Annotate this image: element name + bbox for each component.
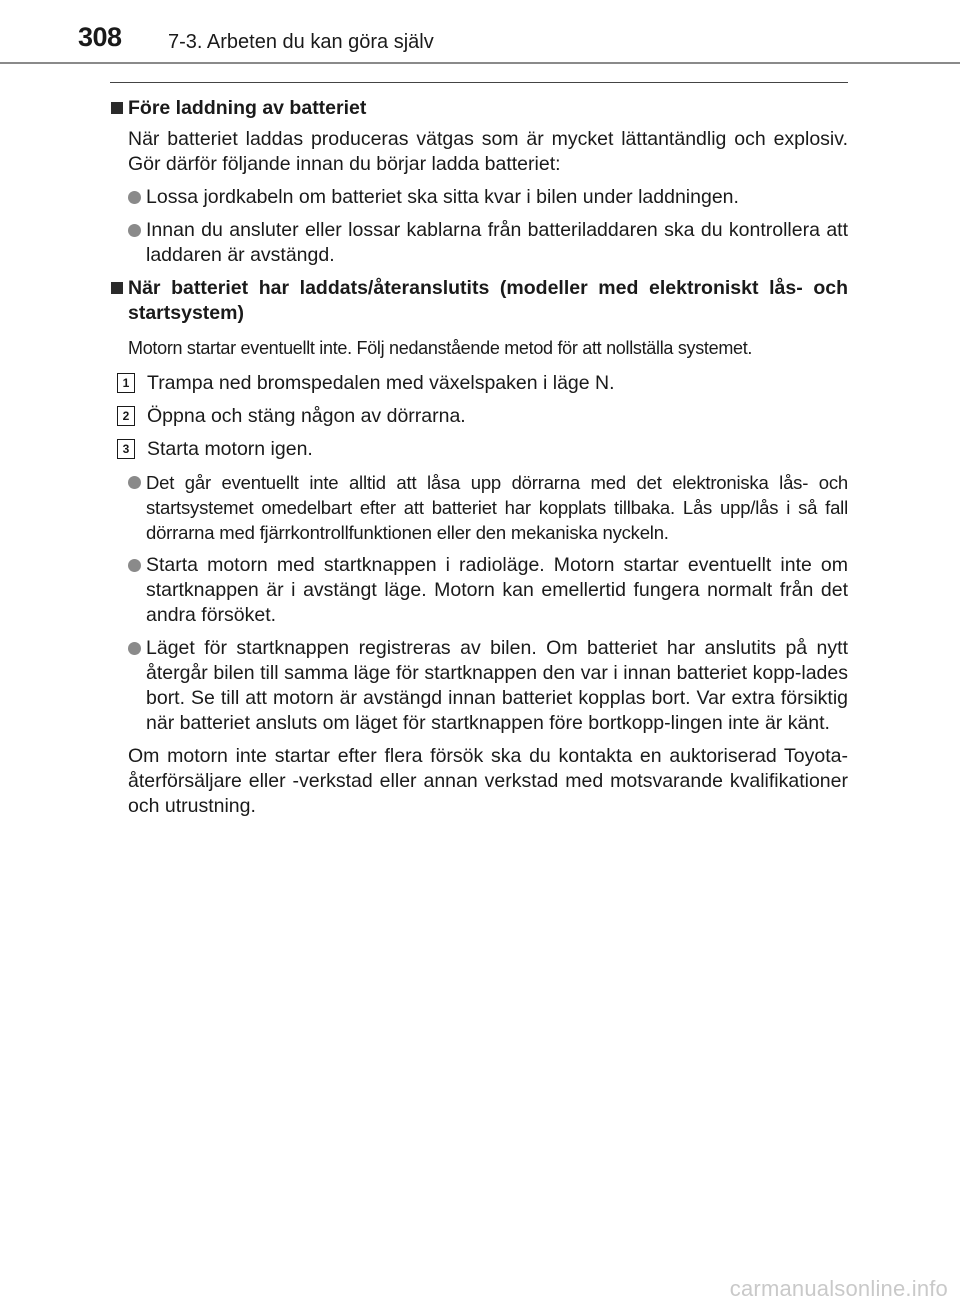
section-heading-after-reconnect: [110, 276, 848, 326]
content-divider: [110, 82, 848, 83]
circle-bullet-icon: [128, 559, 141, 572]
watermark: carmanualsonline.info: [729, 1276, 948, 1301]
circle-bullet-icon: [128, 224, 141, 237]
section-title: 7-3. Arbeten du kan göra själv: [168, 31, 434, 53]
bullet-text: Starta motorn med startknappen i radioläge. Motorn startar eventuellt inte om startknappen är i avstängt läge. Motorn kan emellertid fungera normalt från det andra försöket.: [146, 554, 848, 626]
section-heading-before-charging: [110, 96, 848, 121]
step-text: Trampa ned bromspedalen med växelspaken i läge N.: [147, 372, 615, 394]
bullet-text: Lossa jordkabeln om batteriet ska sitta kvar i bilen under laddningen.: [146, 186, 739, 208]
step-item: [110, 371, 848, 396]
step-item: [110, 437, 848, 462]
bullet-text: Läget för startknappen registreras av bilen. Om batteriet har anslutits på nytt återgår bilen till samma läge för startknappen den var i innan batteriet kopp-lades bort. Se till att motorn är avstängd innan batteriet kopplas bort. Var extra försiktig när batteriet ansluts om läget för startknappen före bortkopp-lingen inte är känt.: [146, 637, 848, 734]
bullet-text: Innan du ansluter eller lossar kablarna från batteriladdaren ska du kontrollera att laddaren är avstängd.: [146, 219, 848, 266]
intro-paragraph: Motorn startar eventuellt inte. Följ nedanstående metod för att nollställa systemet.: [128, 338, 753, 358]
step-item: [110, 404, 848, 429]
list-item: [110, 553, 848, 628]
intro-paragraph: När batteriet laddas produceras vätgas som är mycket lättantändlig och explosiv. Gör därför följande innan du börjar ladda batteriet:: [128, 128, 848, 175]
page-content: [110, 92, 848, 819]
list-item: [110, 636, 848, 736]
step-text: Öppna och stäng någon av dörrarna.: [147, 405, 466, 427]
square-bullet-icon: [111, 102, 123, 114]
square-bullet-icon: [111, 282, 123, 294]
header-divider: [0, 62, 960, 64]
list-item: [110, 470, 848, 545]
step-text: Starta motorn igen.: [147, 438, 313, 460]
step-number-badge: 3: [117, 439, 135, 459]
bullet-text: Det går eventuellt inte alltid att låsa upp dörrarna med det elektroniska lås- och startsystemet omedelbart efter att batteriet har kopplats tillbaka. Lås upp/lås i så fall dörrarna med fjärrkontrollfunktionen eller den mekaniska nyckeln.: [146, 472, 848, 543]
page-number: 308: [78, 22, 122, 52]
list-item: [110, 218, 848, 268]
step-number-badge: 2: [117, 406, 135, 426]
closing-paragraph: Om motorn inte startar efter flera försök ska du kontakta en auktoriserad Toyota-återförsäljare eller -verkstad eller annan verkstad med motsvarande kvalifikationer och utrustning.: [128, 745, 848, 817]
list-item: [110, 185, 848, 210]
step-number-badge: 1: [117, 373, 135, 393]
circle-bullet-icon: [128, 642, 141, 655]
page-header: [0, 0, 960, 60]
circle-bullet-icon: [128, 191, 141, 204]
heading-text: Före laddning av batteriet: [128, 97, 367, 119]
circle-bullet-icon: [128, 476, 141, 489]
heading-text: När batteriet har laddats/återanslutits (modeller med elektroniskt lås- och startsystem): [128, 277, 848, 324]
